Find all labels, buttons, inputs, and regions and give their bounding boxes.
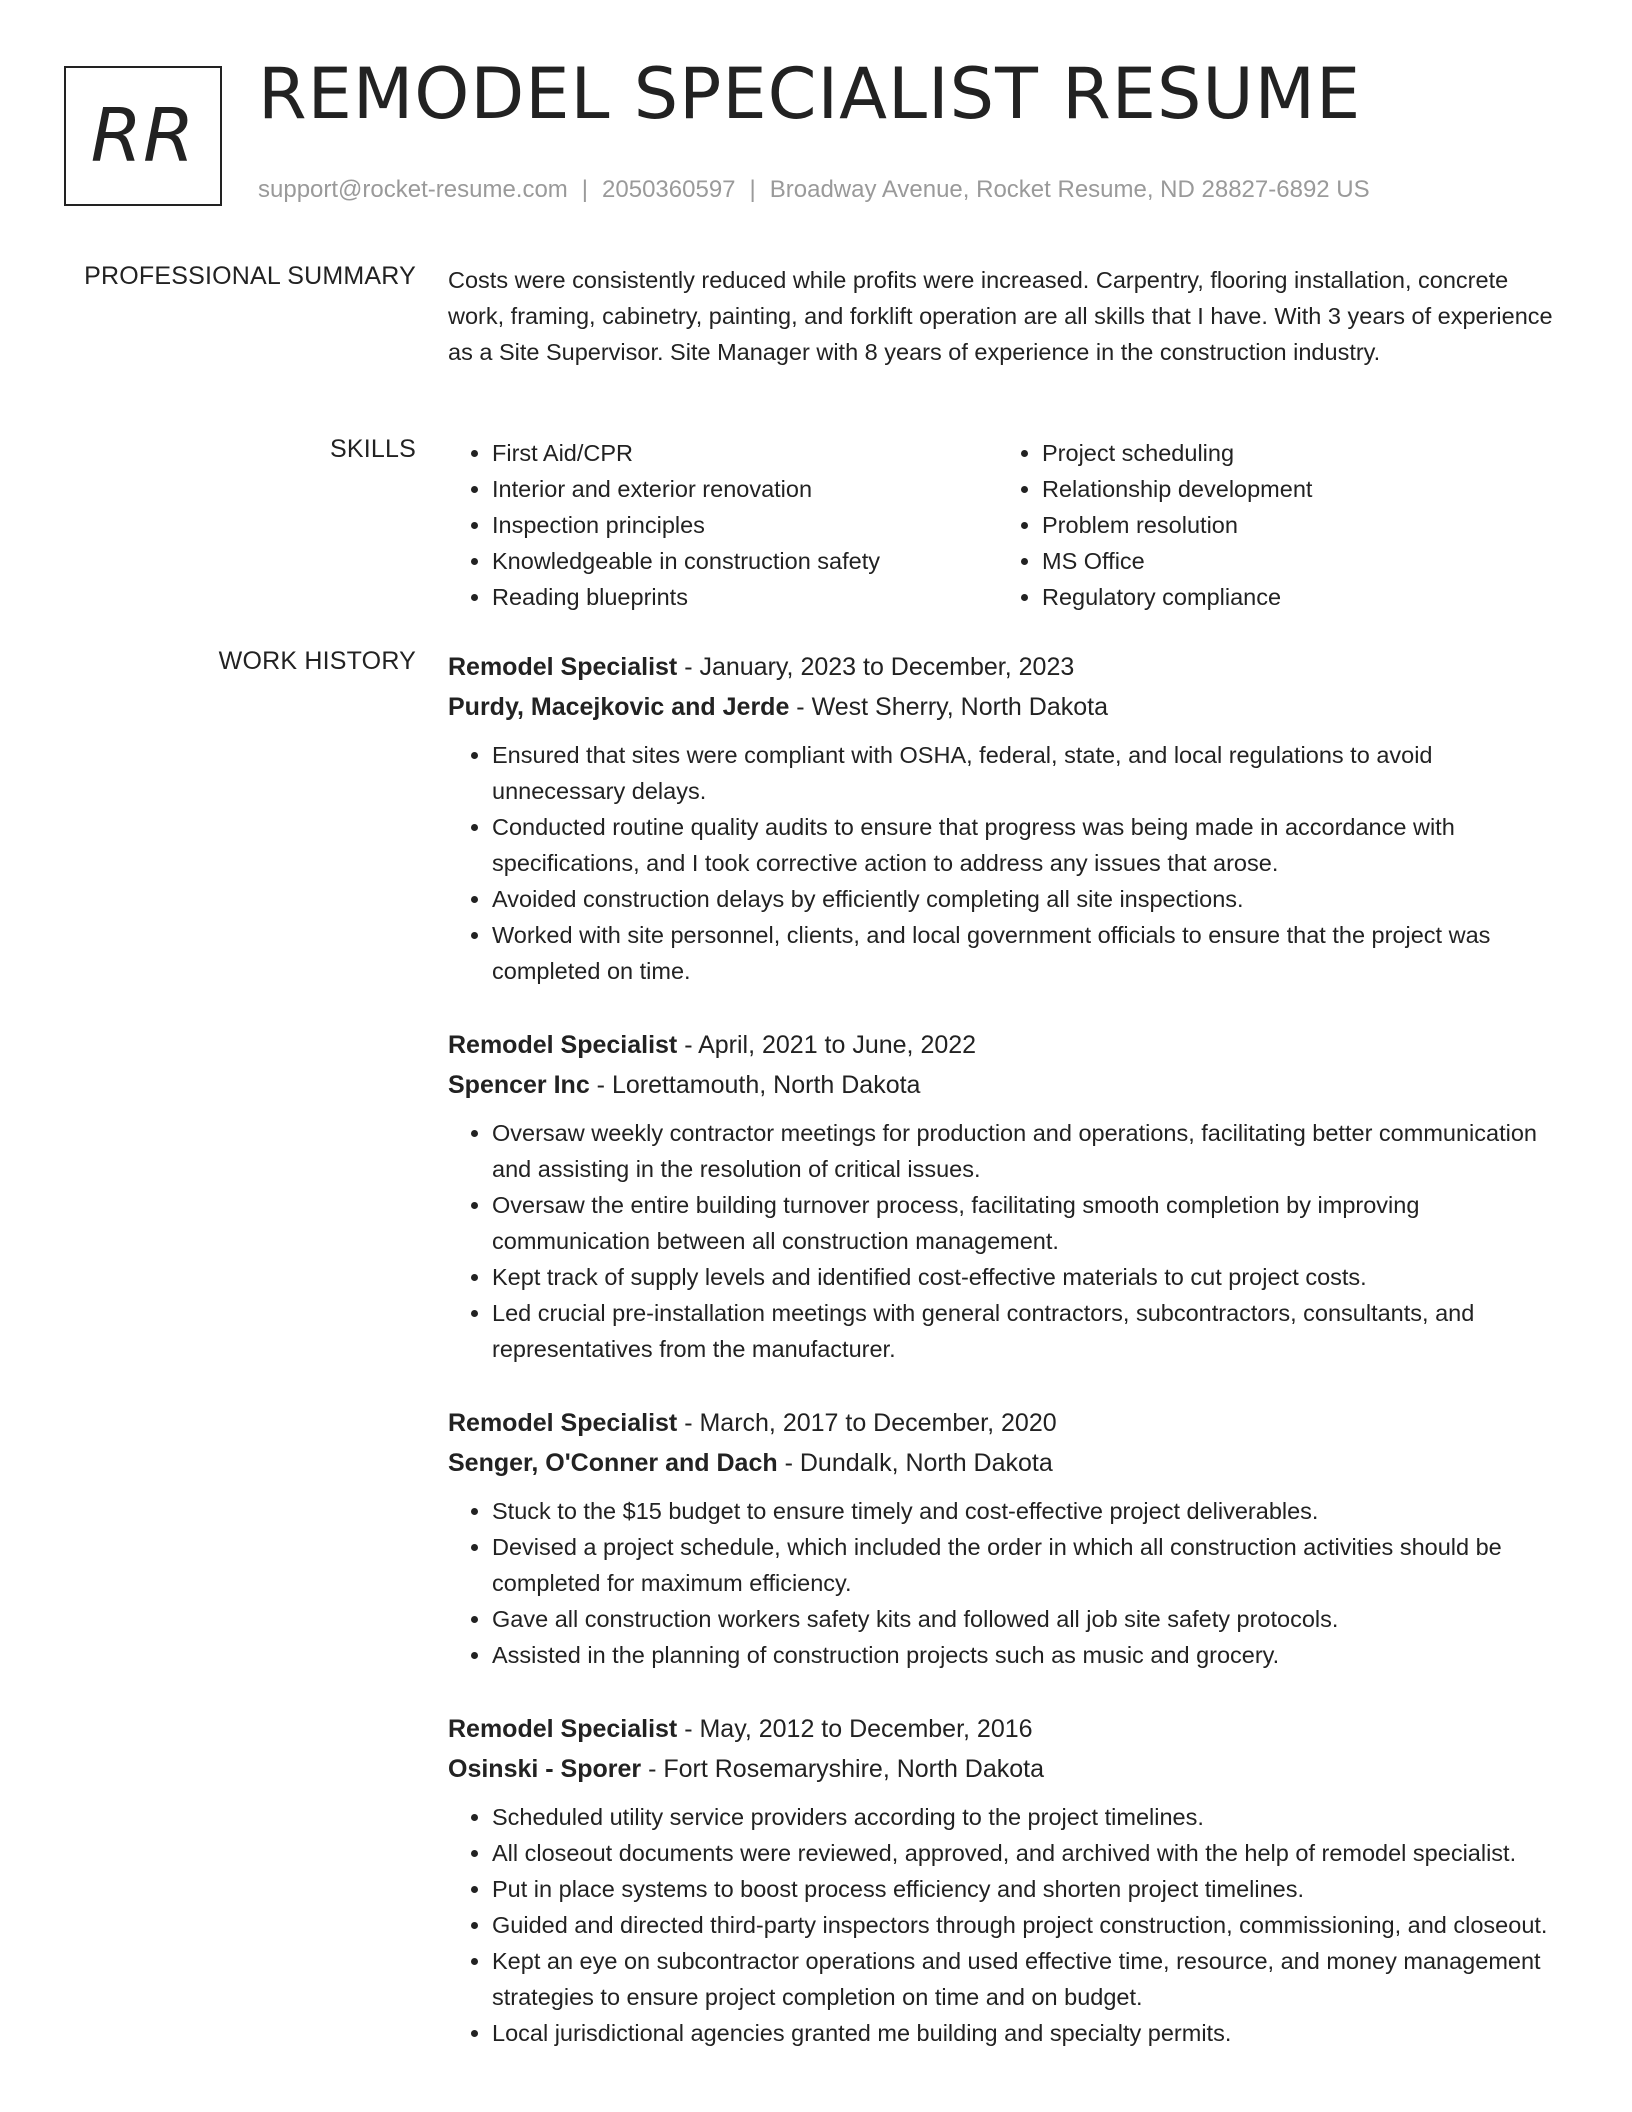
job-entry xyxy=(448,647,1568,989)
job-bullets xyxy=(448,1115,1568,1367)
job-location: - Dundalk, North Dakota xyxy=(777,1449,1053,1477)
job-bullet: • Avoided construction delays by efficiently completing all site inspections. xyxy=(492,881,1568,917)
job-bullet: • Assisted in the planning of construction projects such as music and grocery. xyxy=(492,1637,1568,1673)
job-bullet: • Oversaw the entire building turnover process, facilitating smooth completion by improving communication between all construction management. xyxy=(492,1187,1568,1259)
job-bullet: • Stuck to the $15 budget to ensure timely and cost-effective project deliverables. xyxy=(492,1493,1568,1529)
skill-item: • Project scheduling xyxy=(1042,435,1548,471)
summary-text: Costs were consistently reduced while profits were increased. Carpentry, flooring installation, concrete work, framing, cabinetry, painting, and forklift operation are all skills that I have. With 3 years of experience as a Site Supervisor. Site Manager with 8 years of experience in the construction industry. xyxy=(448,267,1553,365)
contact-separator: | xyxy=(749,176,756,203)
job-bullet: • Ensured that sites were compliant with OSHA, federal, state, and local regulations to avoid unnecessary delays. xyxy=(492,737,1568,809)
job-title-line xyxy=(448,1025,1568,1065)
contact-address: Broadway Avenue, Rocket Resume, ND 28827-6892 US xyxy=(769,176,1370,203)
job-bullets xyxy=(448,737,1568,989)
job-company: Senger, O'Conner and Dach xyxy=(448,1449,778,1477)
job-dates: - January, 2023 to December, 2023 xyxy=(677,653,1075,681)
job-entry xyxy=(448,1025,1568,1367)
job-dates: - March, 2017 to December, 2020 xyxy=(677,1409,1057,1437)
job-bullets xyxy=(448,1493,1568,1673)
job-bullet: • Conducted routine quality audits to ensure that progress was being made in accordance with specifications, and I took corrective action to address any issues that arose. xyxy=(492,809,1568,881)
job-bullet: • Worked with site personnel, clients, and local government officials to ensure that the project was completed on time. xyxy=(492,917,1568,989)
job-title: Remodel Specialist xyxy=(448,1031,678,1059)
job-bullets xyxy=(448,1799,1568,2051)
job-title-line xyxy=(448,1709,1568,1749)
skill-item: • Reading blueprints xyxy=(492,579,998,615)
skill-item: • MS Office xyxy=(1042,543,1548,579)
contact-separator: | xyxy=(581,176,589,203)
job-bullet: • Oversaw weekly contractor meetings for production and operations, facilitating better communication and assisting in the resolution of critical issues. xyxy=(492,1115,1568,1187)
job-location: - West Sherry, North Dakota xyxy=(789,693,1108,721)
contact-email: support@rocket-resume.com xyxy=(258,176,568,203)
job-bullet: • Gave all construction workers safety kits and followed all job site safety protocols. xyxy=(492,1601,1568,1637)
job-company-line xyxy=(448,687,1568,727)
job-bullet: • Scheduled utility service providers according to the project timelines. xyxy=(492,1799,1568,1835)
job-bullet: • All closeout documents were reviewed, approved, and archived with the help of remodel specialist. xyxy=(492,1835,1568,1871)
job-bullet: • Led crucial pre-installation meetings with general contractors, subcontractors, consultants, and representatives from the manufacturer. xyxy=(492,1295,1568,1367)
job-entry xyxy=(448,1709,1568,2051)
skills-label: SKILLS xyxy=(330,435,416,463)
work-history-label: WORK HISTORY xyxy=(218,647,416,675)
job-location: - Lorettamouth, North Dakota xyxy=(589,1071,921,1099)
job-bullet: • Local jurisdictional agencies granted me building and specialty permits. xyxy=(492,2015,1568,2051)
skills-list-right xyxy=(998,435,1548,615)
skill-item: • Inspection principles xyxy=(492,507,998,543)
summary-label: PROFESSIONAL SUMMARY xyxy=(84,262,416,290)
skill-item: • Interior and exterior renovation xyxy=(492,471,998,507)
skill-item: • Relationship development xyxy=(1042,471,1548,507)
job-title: Remodel Specialist xyxy=(448,1409,678,1437)
skill-item: • Regulatory compliance xyxy=(1042,579,1548,615)
job-bullet: • Devised a project schedule, which included the order in which all construction activities should be completed for maximum efficiency. xyxy=(492,1529,1568,1601)
job-entry xyxy=(448,1403,1568,1673)
job-dates: - May, 2012 to December, 2016 xyxy=(677,1715,1033,1743)
contact-line xyxy=(258,176,1370,204)
job-dates: - April, 2021 to June, 2022 xyxy=(677,1031,977,1059)
job-company: Osinski - Sporer xyxy=(448,1755,642,1783)
job-title: Remodel Specialist xyxy=(448,1715,678,1743)
job-title: Remodel Specialist xyxy=(448,653,678,681)
job-company: Purdy, Macejkovic and Jerde xyxy=(448,693,790,721)
job-bullet: • Kept track of supply levels and identified cost-effective materials to cut project costs. xyxy=(492,1259,1568,1295)
job-bullet: • Guided and directed third-party inspectors through project construction, commissioning, and closeout. xyxy=(492,1907,1568,1943)
skill-item: • Knowledgeable in construction safety xyxy=(492,543,998,579)
monogram-logo: RR xyxy=(64,66,222,206)
job-company-line xyxy=(448,1749,1568,1789)
skill-item: • Problem resolution xyxy=(1042,507,1548,543)
job-bullet: • Kept an eye on subcontractor operations and used effective time, resource, and money management strategies to ensure project completion on time and on budget. xyxy=(492,1943,1568,2015)
job-company-line xyxy=(448,1065,1568,1105)
skill-item: • First Aid/CPR xyxy=(492,435,998,471)
job-bullet: • Put in place systems to boost process efficiency and shorten project timelines. xyxy=(492,1871,1568,1907)
contact-phone: 2050360597 xyxy=(602,176,736,203)
job-company-line xyxy=(448,1443,1568,1483)
job-title-line xyxy=(448,647,1568,687)
resume-title: REMODEL SPECIALIST RESUME xyxy=(258,53,1362,135)
job-location: - Fort Rosemaryshire, North Dakota xyxy=(641,1755,1045,1783)
job-title-line xyxy=(448,1403,1568,1443)
skills-list-left xyxy=(448,435,998,615)
job-company: Spencer Inc xyxy=(448,1071,590,1099)
